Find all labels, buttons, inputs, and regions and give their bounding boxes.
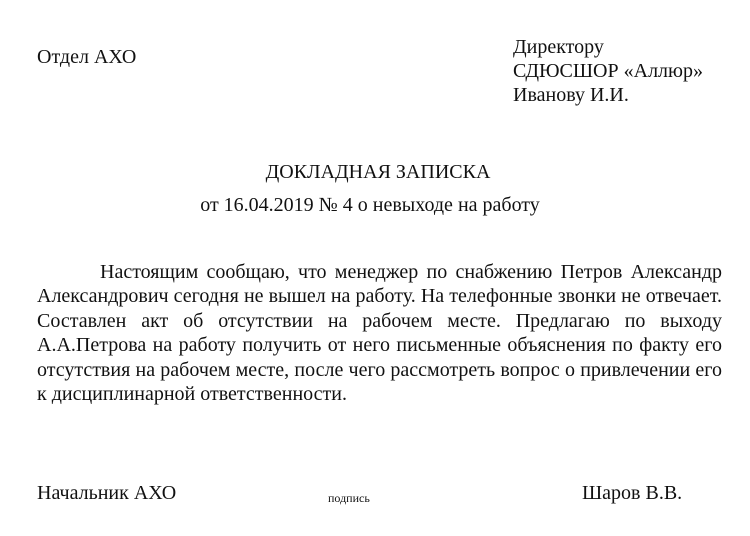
body-paragraph: Настоящим сообщаю, что менеджер по снабжению Петров Александр Александрович сегодня не вышел на работу. На телефонные звонки не отвечает. Составлен акт об отсутствии на рабочем месте. Предлагаю по выходу А.А.Петрова на работу получить от него письменные объяснения по факту его отсутствия на рабочем месте, после чего рассмотреть вопрос о привлечении его к дисциплинарной ответственности. xyxy=(37,261,722,406)
department: Отдел АХО xyxy=(37,46,137,68)
signature-label: подпись xyxy=(328,491,370,505)
addressee-line: СДЮСШОР «Аллюр» xyxy=(513,60,703,82)
signer-position: Начальник АХО xyxy=(37,482,177,504)
addressee-block xyxy=(513,35,703,107)
document-subtitle: от 16.04.2019 № 4 о невыходе на работу xyxy=(200,194,540,216)
signer-name: Шаров В.В. xyxy=(582,482,683,504)
document-title: ДОКЛАДНАЯ ЗАПИСКА xyxy=(265,161,491,183)
addressee-line: Директору xyxy=(513,36,604,58)
addressee-line: Иванову И.И. xyxy=(513,84,629,106)
